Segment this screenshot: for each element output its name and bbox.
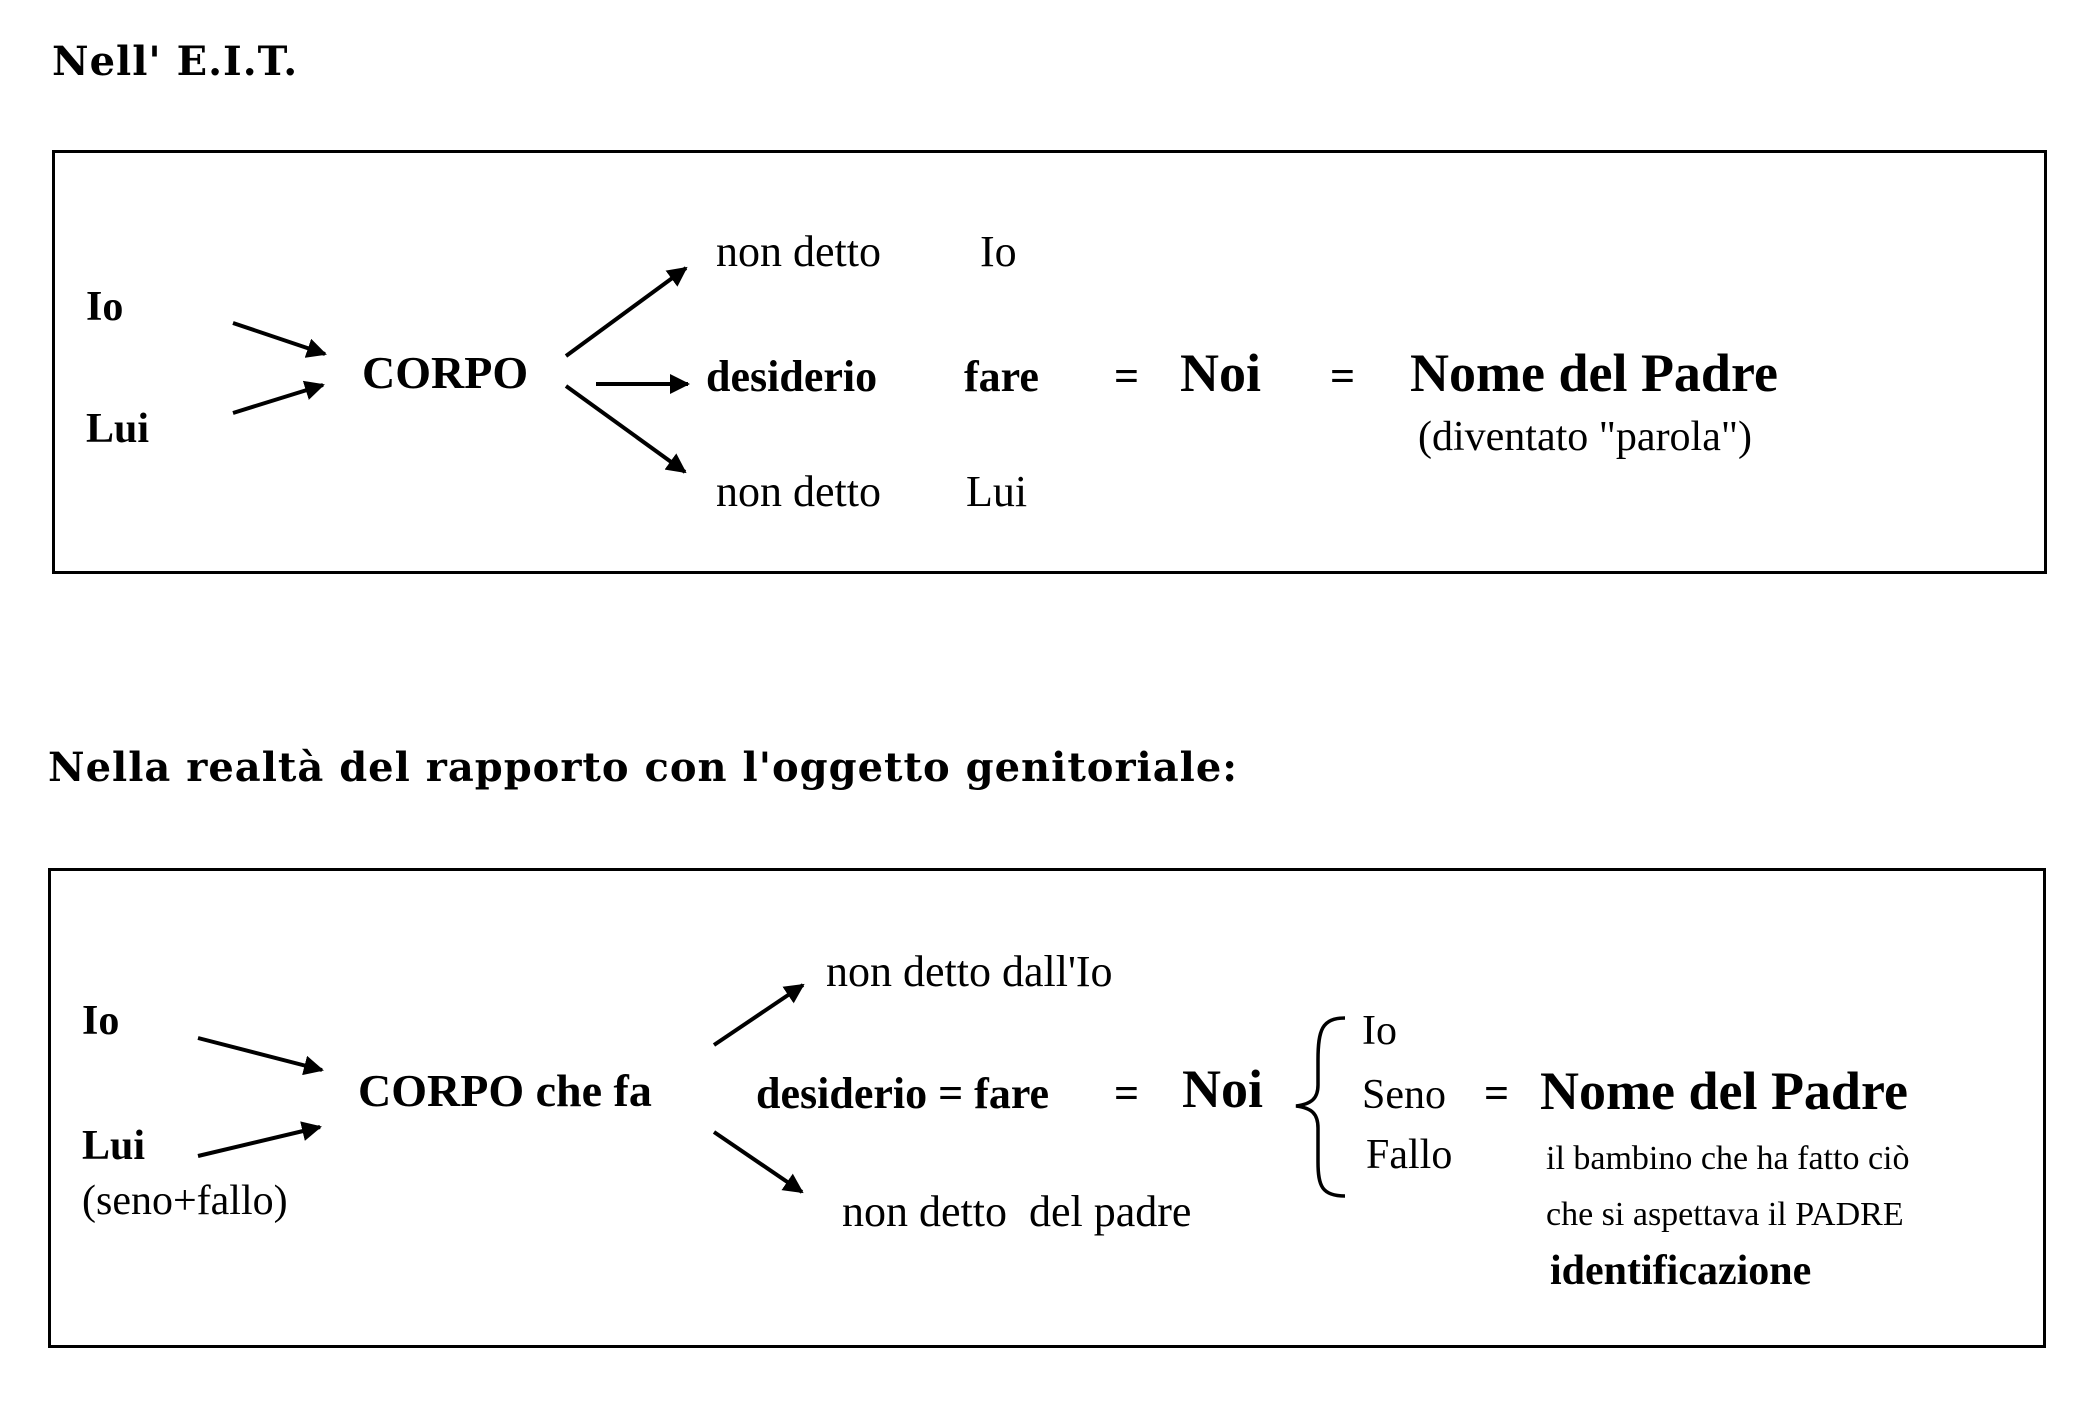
s2-bottom-branch: non detto del padre — [842, 1187, 1192, 1236]
s2-lui-label: Lui — [82, 1123, 146, 1169]
s2-nome-del-padre: Nome del Padre — [1540, 1061, 1908, 1121]
s2-equals-1: = — [1114, 1069, 1140, 1118]
s1-nome-del-padre: Nome del Padre — [1410, 343, 1778, 403]
s1-equals-2: = — [1330, 352, 1356, 401]
s1-bottom-non-detto: non detto — [716, 467, 881, 516]
s1-noi: Noi — [1180, 343, 1261, 403]
s2-brace-seno: Seno — [1362, 1072, 1446, 1118]
s1-bottom-lui: Lui — [966, 467, 1028, 516]
s2-identificazione: identificazione — [1550, 1248, 1812, 1294]
s2-desiderio-fare: desiderio = fare — [756, 1069, 1050, 1118]
s1-top-non-detto: non detto — [716, 227, 881, 276]
s2-note-line1: il bambino che ha fatto ciò — [1546, 1140, 1910, 1177]
s1-lui-label: Lui — [86, 406, 150, 452]
section1-heading: Nell' E.I.T. — [52, 38, 299, 85]
s2-top-branch: non detto dall'Io — [826, 947, 1113, 996]
s1-note-parola: (diventato "parola") — [1418, 414, 1752, 460]
s1-equals-1: = — [1114, 352, 1140, 401]
s2-io-label: Io — [82, 998, 120, 1044]
section2-heading: Nella realtà del rapporto con l'oggetto genitoriale: — [48, 744, 1239, 791]
s1-io-label: Io — [86, 284, 124, 330]
s2-noi: Noi — [1182, 1059, 1263, 1119]
s1-top-io: Io — [980, 227, 1017, 276]
s2-seno-fallo: (seno+fallo) — [82, 1178, 288, 1224]
s1-corpo-label: CORPO — [362, 347, 529, 398]
s2-note-line2: che si aspettava il PADRE — [1546, 1196, 1904, 1233]
s1-desiderio: desiderio — [706, 352, 878, 401]
s2-brace-io: Io — [1362, 1008, 1397, 1054]
s2-corpo-che-fa: CORPO che fa — [358, 1065, 652, 1116]
s1-fare: fare — [964, 352, 1039, 401]
s2-brace-fallo: Fallo — [1366, 1132, 1453, 1178]
s2-equals-2: = — [1484, 1069, 1510, 1118]
